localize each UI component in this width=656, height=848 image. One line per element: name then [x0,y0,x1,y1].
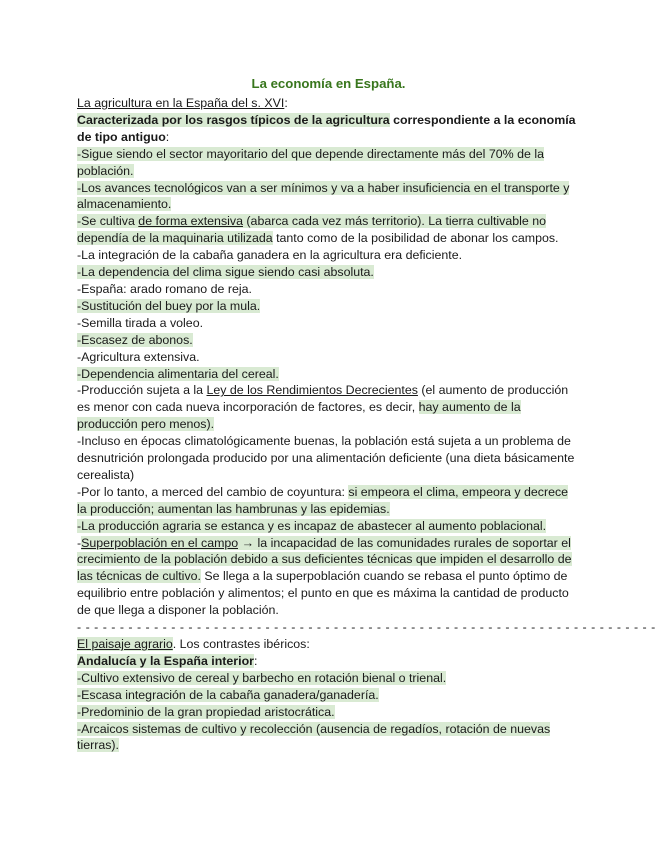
list-item-9-text: -Escasez de abonos. [77,332,193,347]
list-item-2 [77,180,580,214]
list-item-13: -Incluso en épocas climatológicamente buenas, la población está sujeta a un problema de desnutrición prolongada producido por una alimentación deficiente (una dieta básicamente cerealista) [77,434,575,482]
list-item-12 [77,382,580,433]
list-item-15-text: -La producción agraria se estanca y es incapaz de abastecer al aumento poblacional. [77,518,547,533]
section1-intro [77,112,580,146]
section1-intro-suffix: : [165,129,170,144]
section2-item-2 [77,687,580,704]
section2-item-1-text: -Cultivo extensivo de cereal y barbecho en rotación bienal o trienal. [77,670,447,685]
list-item-14-part-a: -Por lo tanto, a merced del cambio de coyuntura: [77,484,349,499]
section2-item-2-text: -Escasa integración de la cabaña ganadera/ganadería. [77,687,379,702]
list-item-11-text: -Dependencia alimentaria del cereal. [77,366,279,381]
list-item-5-text: -La dependencia del clima sigue siendo casi absoluta. [77,265,374,280]
list-item-3-part-c: tanto como de la posibilidad de abonar los campos. [272,231,559,246]
list-item-1-text: -Sigue siendo el sector mayoritario del que depende directamente más del 70% de la población. [77,146,544,178]
list-item-16-underlined: Superpoblación en el campo [81,535,239,550]
section2-subheading-text: Andalucía y la España interior [77,653,254,668]
list-item-12-part-b: (el aumento de producción es menor con cada nueva incorporación de factores, es decir, [77,383,569,415]
section2-heading-suffix: . Los contrastes ibéricos: [172,637,310,651]
list-item-5 [77,264,580,281]
section1-heading-text: La agricultura en la España del s. XVI [77,96,285,110]
section2-item-4-text: -Arcaicos sistemas de cultivo y recolección (ausencia de regadíos, rotación de nuevas tierras). [77,721,551,753]
list-item-12-part-a: -Producción sujeta a la [77,383,207,398]
list-item-14 [77,484,580,518]
list-item-10: -Agricultura extensiva. [77,349,200,364]
list-item-12-highlight: hay aumento de la producción pero menos). [77,400,521,432]
list-item-7 [77,298,580,315]
list-item-8: -Semilla tirada a voleo. [77,315,204,330]
document-page [77,74,656,754]
section2-subheading-suffix: : [253,653,258,668]
section2-item-4 [77,721,580,755]
section2-heading-text: El paisaje agrario [77,637,173,651]
list-item-3 [77,213,580,247]
section-separator: - - - - - - - - - - - - - - - - - - - - - - - - - - - - - - - - - - - - - - - - - - - - - - - - - - - - - - - - - - - - - - - - - - - - [77,620,656,635]
section1-intro-highlight: Caracterizada por los rasgos típicos de la agricultura [77,112,390,127]
document-title: La economía en España. [251,76,406,91]
list-item-16 [77,535,580,620]
list-item-3-underlined: de forma extensiva [138,214,243,229]
list-item-12-underlined: Ley de los Rendimientos Decrecientes [206,383,418,398]
list-item-16-rest: Se llega a la superpoblación cuando se rebasa el punto óptimo de equilibrio entre población y alimentos; el punto en que es máxima la cantidad de producto de que llega a disponer la población. [77,569,569,618]
section2-item-3 [77,704,580,721]
section1-intro-rest: correspondiente a la economía de tipo antiguo [77,112,576,144]
list-item-6: -España: arado romano de reja. [77,281,252,296]
list-item-14-highlight: si empeora el clima, empeora y decrece la producción; aumentan las hambrunas y las epidemias. [77,484,569,516]
section2-item-3-text: -Predominio de la gran propiedad aristocrática. [77,704,335,719]
list-item-1 [77,146,580,180]
list-item-7-text: -Sustitución del buey por la mula. [77,298,261,313]
list-item-4: -La integración de la cabaña ganadera en la agricultura era deficiente. [77,248,463,263]
list-item-3-part-b: (abarca cada vez más territorio). La tierra cultivable no dependía de la maquinaria utilizada [77,214,546,246]
section1-heading-suffix: : [284,96,288,110]
section2-item-1 [77,670,580,687]
list-item-2-text: -Los avances tecnológicos van a ser mínimos y va a haber insuficiencia en el transporte y almacenamiento. [77,180,570,212]
list-item-15 [77,518,580,535]
list-item-16-arrow-text: → la incapacidad de las comunidades rurales de soportar el crecimiento de la población debido a sus deficientes técnicas que impiden el desarrollo de las técnicas de cultivo. [77,535,572,584]
section2-subheading [77,653,580,670]
section2-heading [77,636,580,653]
list-item-9 [77,332,580,349]
section1-heading [77,95,580,112]
list-item-16-dash: - [77,535,82,550]
list-item-3-part-a: -Se cultiva [77,214,139,229]
list-item-11 [77,366,580,383]
